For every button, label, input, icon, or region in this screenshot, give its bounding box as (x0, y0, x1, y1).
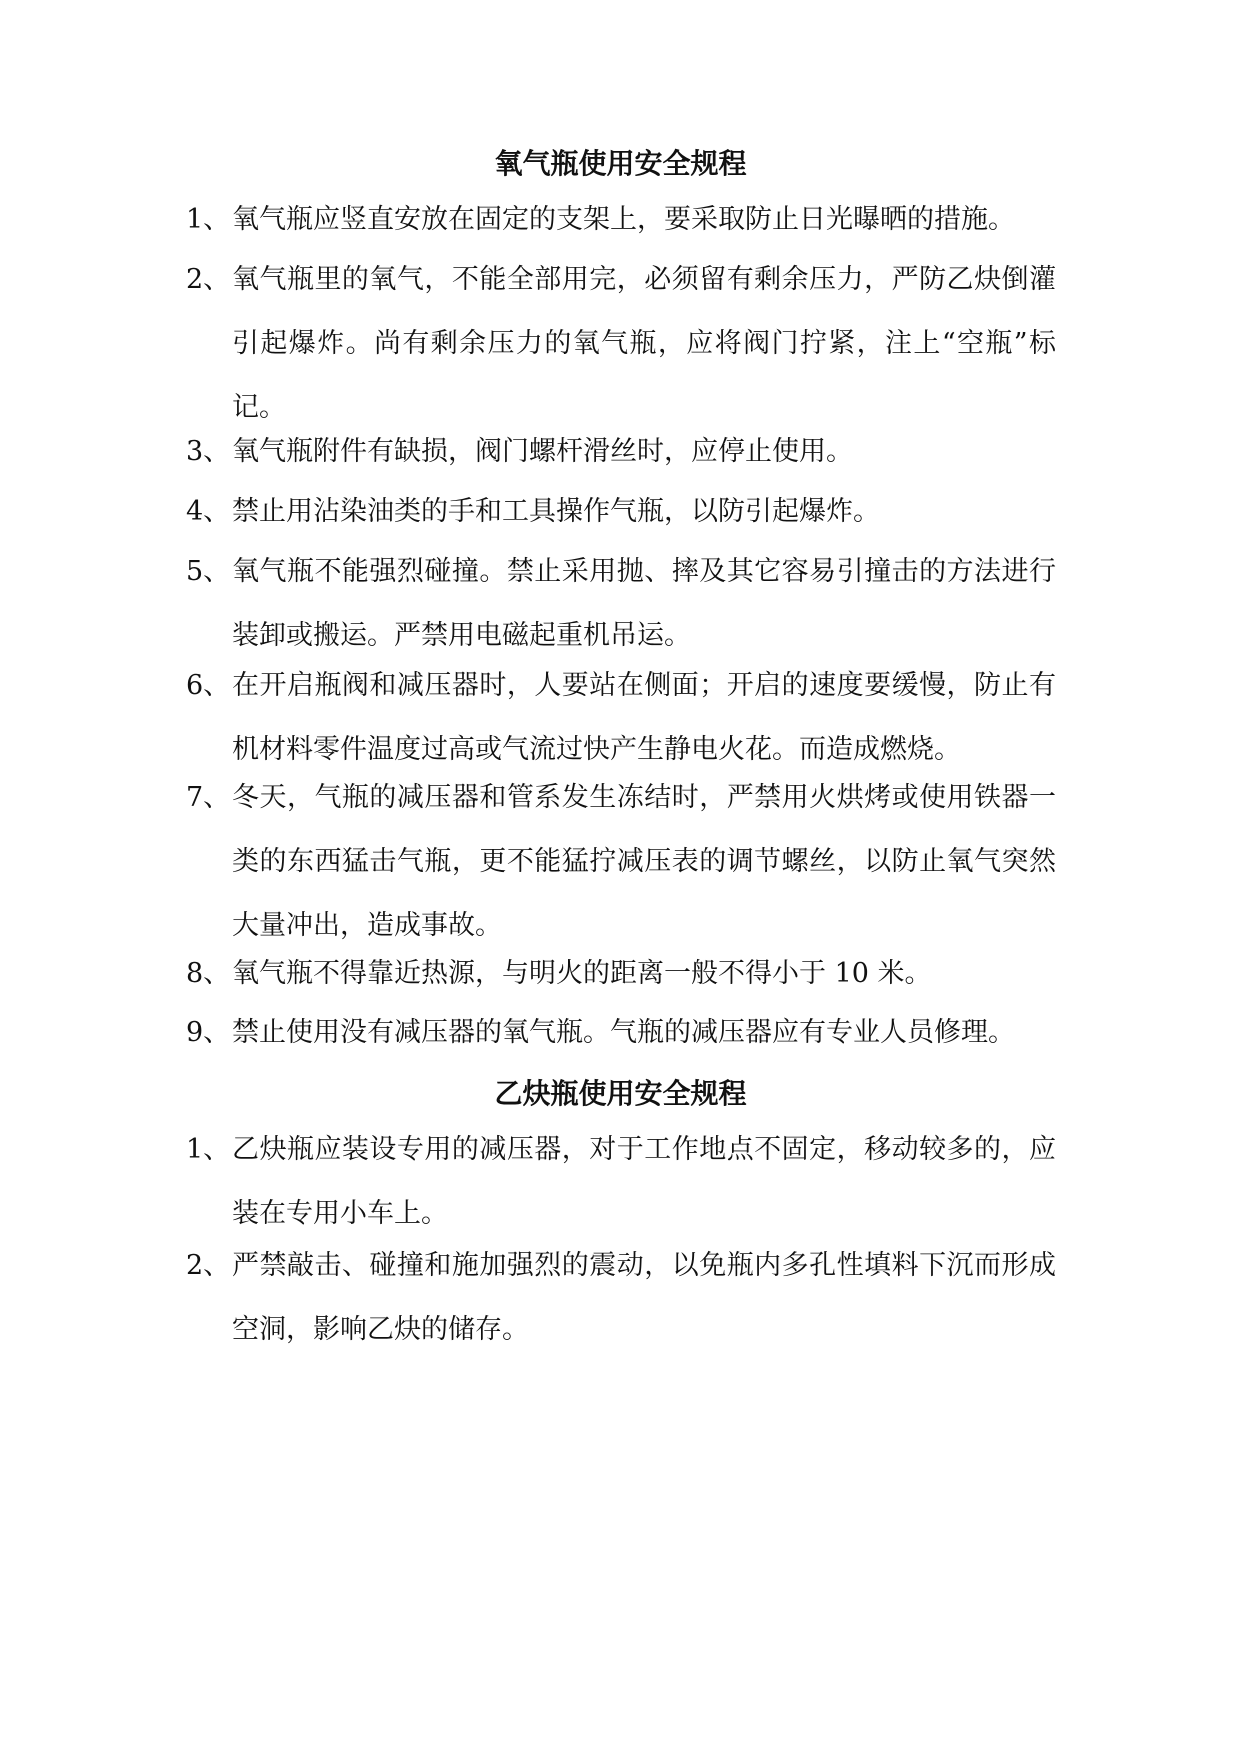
list-item (186, 540, 1056, 668)
list-item (186, 654, 1056, 782)
list-item (186, 248, 1056, 440)
list-item (186, 1001, 1056, 1065)
section-title-acetylene: 乙炔瓶使用安全规程 (494, 1077, 747, 1110)
section-title-oxygen: 氧气瓶使用安全规程 (494, 147, 747, 180)
item-number: 3、 (186, 436, 231, 467)
list-item (186, 188, 1056, 252)
item-text: 严禁敲击、碰撞和施加强烈的震动，以免瓶内多孔性填料下沉而形成空洞，影响乙炔的储存。 (232, 1250, 1056, 1345)
item-number: 9、 (186, 1017, 231, 1048)
item-text: 禁止使用没有减压器的氧气瓶。气瓶的减压器应有专业人员修理。 (232, 1017, 1015, 1048)
item-number: 7、 (186, 782, 231, 813)
item-text: 氧气瓶里的氧气，不能全部用完，必须留有剩余压力，严防乙炔倒灌引起爆炸。尚有剩余压力的氧气瓶，应将阀门拧紧，注上“空瓶”标记。 (232, 264, 1056, 423)
item-text: 禁止用沾染油类的手和工具操作气瓶，以防引起爆炸。 (232, 496, 880, 527)
list-item (186, 420, 1056, 484)
list-item (186, 1118, 1056, 1246)
item-text: 氧气瓶不能强烈碰撞。禁止采用抛、摔及其它容易引撞击的方法进行装卸或搬运。严禁用电磁起重机吊运。 (232, 556, 1056, 651)
item-number: 5、 (186, 556, 231, 587)
item-number: 2、 (186, 264, 231, 295)
item-number: 6、 (186, 670, 231, 701)
list-item (186, 942, 1056, 1006)
item-number: 8、 (186, 958, 231, 989)
item-number: 4、 (186, 496, 231, 527)
list-item (186, 480, 1056, 544)
item-text: 在开启瓶阀和减压器时，人要站在侧面；开启的速度要缓慢，防止有机材料零件温度过高或气流过快产生静电火花。而造成燃烧。 (232, 670, 1056, 765)
item-number: 2、 (186, 1250, 231, 1281)
list-item (186, 1234, 1056, 1362)
item-text: 氧气瓶应竖直安放在固定的支架上，要采取防止日光曝晒的措施。 (232, 204, 1015, 235)
list-item (186, 766, 1056, 958)
item-number: 1、 (186, 204, 231, 235)
item-text: 乙炔瓶应装设专用的减压器，对于工作地点不固定，移动较多的，应装在专用小车上。 (232, 1134, 1056, 1229)
item-text: 氧气瓶附件有缺损，阀门螺杆滑丝时，应停止使用。 (232, 436, 853, 467)
item-text: 冬天，气瓶的减压器和管系发生冻结时，严禁用火烘烤或使用铁器一类的东西猛击气瓶，更不能猛拧减压表的调节螺丝，以防止氧气突然大量冲出，造成事故。 (232, 782, 1056, 941)
item-text: 氧气瓶不得靠近热源，与明火的距离一般不得小于 10 米。 (232, 958, 932, 989)
item-number: 1、 (186, 1134, 231, 1165)
